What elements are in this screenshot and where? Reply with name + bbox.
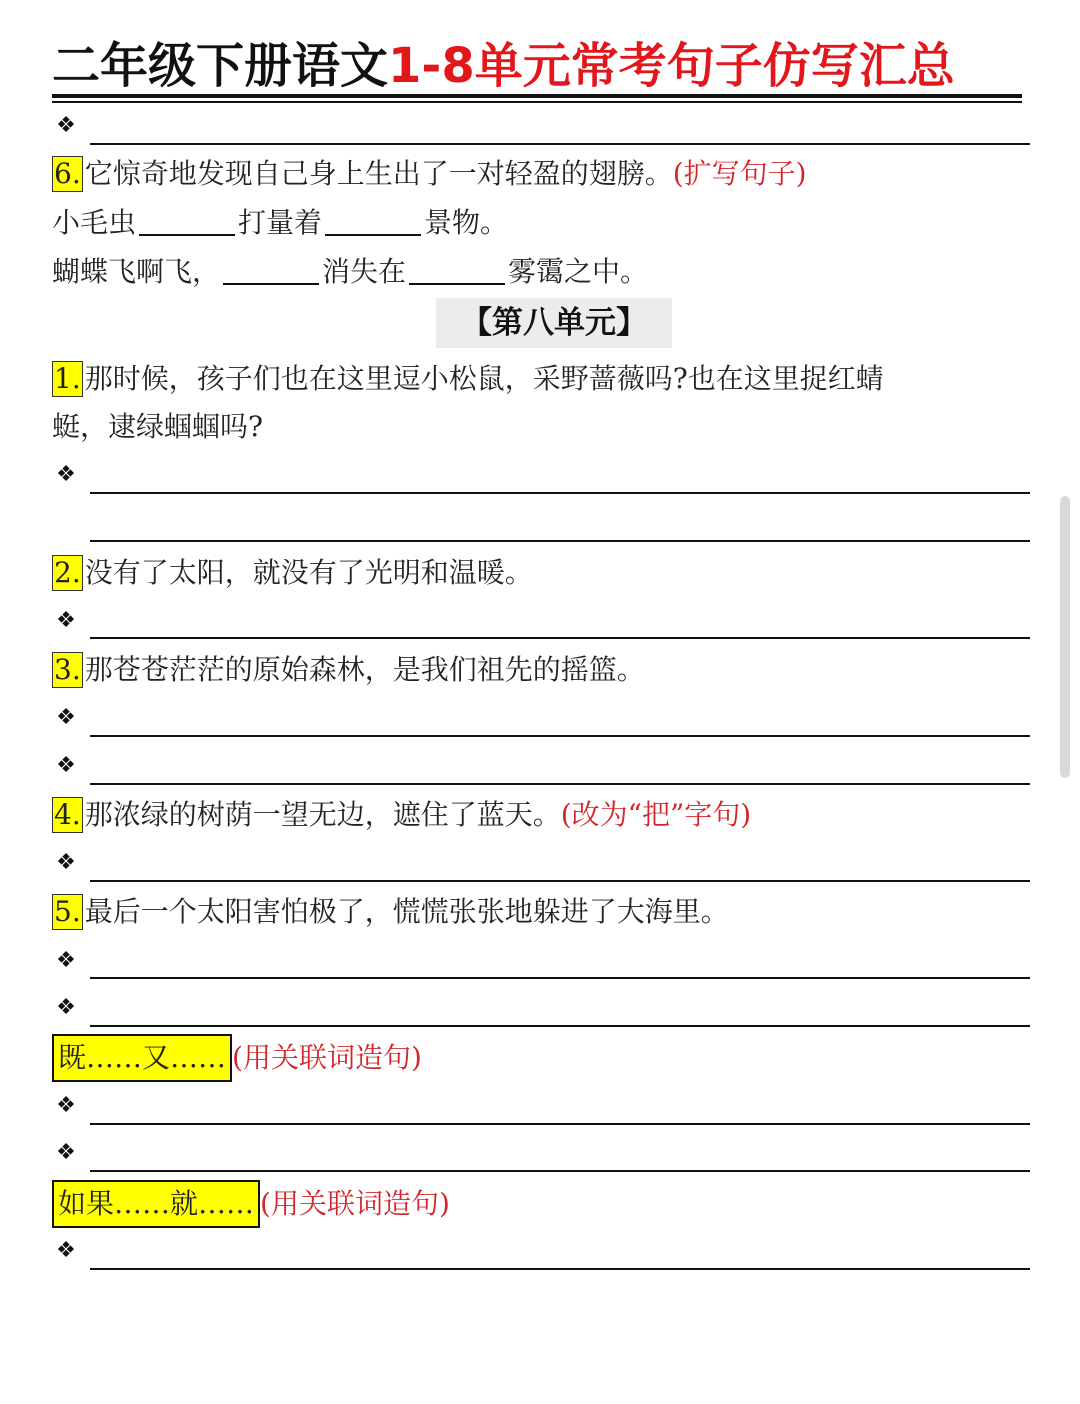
answer-line[interactable] <box>90 1268 1030 1270</box>
question-1-cont <box>52 409 263 445</box>
scrollbar[interactable] <box>1060 496 1070 778</box>
bullet-icon: ❖ <box>56 995 76 1020</box>
title-rule-thin <box>52 101 1022 103</box>
expand-text: 蝴蝶飞啊飞， <box>52 255 221 288</box>
title-rule-thick <box>52 94 1022 98</box>
question-number: 1. <box>54 362 81 395</box>
answer-line[interactable] <box>90 735 1030 737</box>
fill-blank[interactable] <box>139 206 235 236</box>
answer-line[interactable] <box>90 1025 1030 1027</box>
answer-line[interactable] <box>90 880 1030 882</box>
answer-line[interactable] <box>90 540 1030 542</box>
answer-line[interactable] <box>90 1170 1030 1172</box>
bullet-icon: ❖ <box>56 948 76 973</box>
answer-line[interactable] <box>90 492 1030 494</box>
connective-1 <box>52 1034 422 1082</box>
fill-blank[interactable] <box>325 206 421 236</box>
bullet-icon: ❖ <box>56 1238 76 1263</box>
answer-line[interactable] <box>90 977 1030 979</box>
answer-line[interactable] <box>90 143 1030 145</box>
question-4 <box>52 797 751 833</box>
question-hint: (扩写句子) <box>672 157 807 190</box>
question-text: 没有了太阳，就没有了光明和温暖。 <box>84 556 533 589</box>
unit-heading: 【第八单元】 <box>436 298 672 348</box>
title-black: 二年级下册语文 <box>52 38 389 94</box>
question-number: 3. <box>54 653 81 686</box>
connective-2 <box>52 1180 450 1228</box>
bullet-icon: ❖ <box>56 850 76 875</box>
answer-line[interactable] <box>90 783 1030 785</box>
question-6 <box>52 156 807 192</box>
bullet-icon: ❖ <box>56 608 76 633</box>
bullet-icon: ❖ <box>56 462 76 487</box>
bullet-icon: ❖ <box>56 1093 76 1118</box>
question-3 <box>52 652 645 688</box>
expand-text: 小毛虫 <box>52 206 137 239</box>
bullet-icon: ❖ <box>56 1140 76 1165</box>
fill-blank[interactable] <box>223 255 319 285</box>
expand-text: 打量着 <box>238 206 323 239</box>
expand-text: 消失在 <box>322 255 407 288</box>
connective-hint: (用关联词造句) <box>260 1187 450 1220</box>
title-red: 1-8单元常考句子仿写汇总 <box>388 38 955 94</box>
connective-hint: (用关联词造句) <box>232 1041 422 1074</box>
connective-words: 既……又…… <box>52 1034 232 1082</box>
fill-blank[interactable] <box>409 255 505 285</box>
question-number: 4. <box>54 798 81 831</box>
question-number: 6. <box>54 157 81 190</box>
expand-line-1 <box>52 205 508 241</box>
question-1 <box>52 361 884 397</box>
bullet-icon: ❖ <box>56 113 76 138</box>
question-text: 最后一个太阳害怕极了，慌慌张张地躲进了大海里。 <box>84 895 729 928</box>
expand-line-2 <box>52 254 648 290</box>
expand-text: 雾霭之中。 <box>508 255 649 288</box>
question-number: 2. <box>54 556 81 589</box>
expand-text: 景物。 <box>424 206 509 239</box>
question-text: 那浓绿的树荫一望无边，遮住了蓝天。 <box>84 798 561 831</box>
question-5 <box>52 894 729 930</box>
question-text: 蜓，逮绿蝈蝈吗? <box>52 410 264 443</box>
answer-line[interactable] <box>90 637 1030 639</box>
question-number: 5. <box>54 895 81 928</box>
question-hint: (改为“把”字句) <box>560 798 752 831</box>
page-title <box>52 38 1022 94</box>
answer-line[interactable] <box>90 1123 1030 1125</box>
bullet-icon: ❖ <box>56 753 76 778</box>
bullet-icon: ❖ <box>56 705 76 730</box>
question-text: 它惊奇地发现自己身上生出了一对轻盈的翅膀。 <box>84 157 673 190</box>
question-text: 那时候，孩子们也在这里逗小松鼠，采野蔷薇吗?也在这里捉红蜻 <box>84 362 884 395</box>
connective-words: 如果……就…… <box>52 1180 260 1228</box>
question-2 <box>52 555 533 591</box>
question-text: 那苍苍茫茫的原始森林，是我们祖先的摇篮。 <box>84 653 645 686</box>
